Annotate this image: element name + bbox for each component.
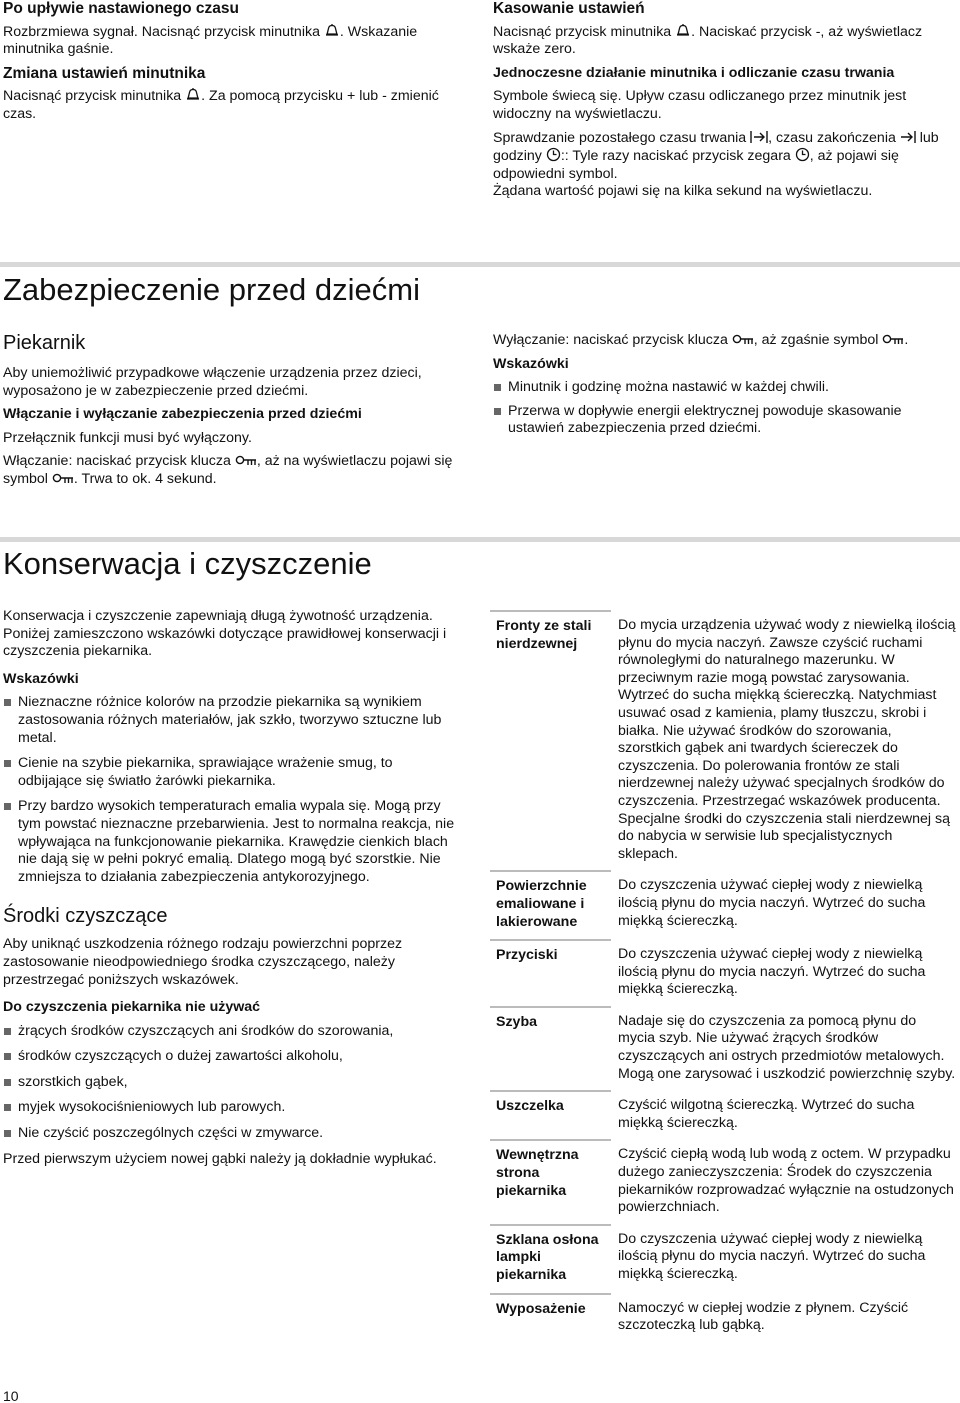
- table-desc: Czyścić wilgotną ściereczką. Wytrzeć do sucha miękką ściereczką.: [618, 1097, 915, 1131]
- table-row: [490, 940, 956, 1007]
- heading-cancel-settings: Kasowanie ustawień: [493, 0, 645, 17]
- key-icon: [52, 473, 74, 485]
- end-time-icon: [900, 130, 916, 144]
- paragraph-cancel-settings: Nacisnąć przycisk minutnika . Naciskać przycisk -, aż wyświetlacz wskaże zero.: [493, 23, 923, 58]
- paragraph-sponge: Przed pierwszym użyciem nowej gąbki należy ją dokładnie wypłukać.: [3, 1150, 437, 1167]
- table-desc: Do mycia urządzenia używać wody z niewielką ilością płynu do mycia naczyń. Zawsze czyścić ruchami równoległymi do naturalnego mazerunku. W przeciwnym razie mogą powstać zarysowania. Wytrzeć do sucha miękką ściereczką. Natychmiast usuwać osad z kamienia, plamy tłuszczu, skrobi i białka. Nie używać środków do szorowania, szorstkich gąbek ani twardych ściereczek do czyszczenia. Do polerowania frontów ze stali nierdzewnej należy używać specjalnych środków do czyszczenia. Przestrzegać wskazówek producenta. Specjalne środki do czyszczenia stali nierdzewnej są do nabycia w serwisie lub specjalistycznych sklepach.: [618, 617, 956, 862]
- table-term: Szklana osłona lampki piekarnika: [490, 1225, 611, 1294]
- paragraph-cleaning-agents: Aby uniknąć uszkodzenia różnego rodzaju powierzchni poprzez zastosowanie nieodpowiedniego środka czyszczącego, należy przestrzegać poniższych wskazówek.: [3, 936, 403, 988]
- paragraph-change-timer: Nacisnąć przycisk minutnika . Za pomocą przycisku + lub - zmienić czas.: [3, 88, 439, 122]
- cleaning-agents-subtitle: Środki czyszczące: [3, 905, 168, 928]
- child-lock-title: Zabezpieczenie przed dziećmi: [3, 272, 420, 307]
- table-term: Fronty ze stali nierdzewnej: [490, 611, 611, 871]
- table-row: [490, 871, 956, 940]
- list-item: szorstkich gąbek,: [3, 1074, 458, 1092]
- paragraph-symbols: Symbole świecą się. Upływ czasu odliczanego przez minutnik jest widoczny na wyświetlaczu.: [493, 88, 907, 122]
- paragraph-lock-off: Wyłączanie: naciskać przycisk klucza , aż zgaśnie symbol .: [493, 332, 909, 348]
- heading-child-lock-tips: Wskazówki: [493, 355, 569, 372]
- table-term: Wyposażenie: [490, 1294, 611, 1343]
- table-row: [490, 1091, 956, 1140]
- key-icon: [882, 334, 904, 346]
- bell-icon: [675, 23, 691, 38]
- child-lock-right-column: [493, 332, 953, 444]
- care-title: Konserwacja i czyszczenie: [3, 546, 372, 581]
- paragraph-check-time: Sprawdzanie pozostałego czasu trwania , czasu zakończenia lub godziny :: Tyle razy naciskać przycisk zegara , aż pojawi się odpowiedni symbol.: [493, 129, 939, 182]
- oven-subtitle: Piekarnik: [3, 332, 86, 354]
- heading-lock-on-off: Włączanie i wyłączanie zabezpieczenia przed dziećmi: [3, 406, 362, 423]
- list-item: myjek wysokociśnieniowych lub parowych.: [3, 1099, 458, 1117]
- table-desc: Do czyszczenia używać ciepłej wody z niewielką ilością płynu do mycia naczyń. Wytrzeć do sucha miękką ściereczką.: [618, 1230, 926, 1282]
- care-left-column: [3, 608, 458, 1174]
- list-item: Nieznaczne różnice kolorów na przodzie piekarnika są wynikiem zastosowania różnych materiałów, jak szkło, tworzywo sztuczne lub metal.: [3, 694, 458, 747]
- list-item: środków czyszczących o dużej zawartości alkoholu,: [3, 1048, 458, 1066]
- clock-icon: [795, 147, 810, 162]
- table-term: Uszczelka: [490, 1091, 611, 1140]
- table-desc: Do czyszczenia używać ciepłej wody z niewielką ilością płynu do mycia naczyń. Wytrzeć do sucha miękką ściereczką.: [618, 877, 926, 929]
- timer-left-column: [3, 0, 458, 130]
- table-row: [490, 1294, 956, 1343]
- paragraph-after-time: Rozbrzmiewa sygnał. Nacisnąć przycisk minutnika . Wskazanie minutnika gaśnie.: [3, 23, 418, 58]
- child-lock-left-column: [3, 331, 458, 495]
- paragraph-switch-off: Przełącznik funkcji musi być wyłączony.: [3, 429, 252, 446]
- heading-care-tips: Wskazówki: [3, 670, 79, 687]
- table-desc: Czyścić ciepłą wodą lub wodą z octem. W przypadku dużego zanieczyszczenia: Środek do czyszczenia piekarników rozprowadzać wyłącznie na ostudzonych powierzchniach.: [618, 1146, 954, 1216]
- key-icon: [235, 455, 257, 467]
- table-term: Przyciski: [490, 940, 611, 1007]
- cleaning-table: [490, 610, 956, 1343]
- list-item: Przerwa w dopływie energii elektrycznej powoduje skasowanie ustawień zabezpieczenia przed dziećmi.: [493, 403, 953, 438]
- heading-do-not-use: Do czyszczenia piekarnika nie używać: [3, 999, 261, 1016]
- list-item: Przy bardzo wysokich temperaturach emalia wypala się. Mogą przy tym powstać nieznaczne przebarwienia. Jest to normalna reakcja, nie wpływająca na funkcjonowanie piekarnika. Krawędzie cienkich blach nie dają się w pełni pokryć emalią. Dlatego mogą być szorstkie. Nie zmniejsza to działania zabezpieczenia antykorozyjnego.: [3, 798, 458, 886]
- duration-icon: [750, 130, 768, 144]
- child-lock-tips-list: [493, 379, 953, 438]
- section-divider: [0, 262, 960, 267]
- paragraph-lock-on: Włączanie: naciskać przycisk klucza , aż na wyświetlaczu pojawi się symbol . Trwa to ok. 4 sekund.: [3, 453, 453, 487]
- page-number: 10: [3, 1388, 19, 1403]
- table-row: [490, 1007, 956, 1091]
- timer-right-column: [493, 0, 953, 207]
- heading-after-time: Po upływie nastawionego czasu: [3, 0, 239, 17]
- care-tips-list: [3, 694, 458, 886]
- list-item: Cienie na szybie piekarnika, sprawiające wrażenie smug, to odbijające się światło żarówki piekarnika.: [3, 755, 458, 790]
- table-desc: Nadaje się do czyszczenia za pomocą płynu do mycia szyb. Nie używać żrących środków czyszczących ani ostrych przedmiotów metalowych. Mogą one zarysować i uszkodzić powierzchnię szyby.: [618, 1012, 956, 1082]
- table-row: [490, 1225, 956, 1294]
- table-desc: Do czyszczenia używać ciepłej wody z niewielką ilością płynu do mycia naczyń. Wytrzeć do sucha miękką ściereczką.: [618, 946, 926, 998]
- bell-icon: [185, 87, 201, 102]
- heading-simultaneous: Jednoczesne działanie minutnika i odliczanie czasu trwania: [493, 64, 895, 81]
- paragraph-value-display: Żądana wartość pojawi się na kilka sekund na wyświetlaczu.: [493, 183, 873, 200]
- do-not-use-list: [3, 1023, 458, 1143]
- bell-icon: [324, 23, 340, 38]
- table-term: Powierzchnie emaliowane i lakierowane: [490, 871, 611, 940]
- list-item: żrących środków czyszczących ani środków do szorowania,: [3, 1023, 458, 1041]
- table-desc: Namoczyć w ciepłej wodzie z płynem. Czyścić szczoteczką lub gąbką.: [618, 1299, 909, 1334]
- list-item: Nie czyścić poszczególnych części w zmywarce.: [3, 1125, 458, 1143]
- table-row: [490, 1140, 956, 1224]
- table-term: Wewnętrzna strona piekarnika: [490, 1140, 611, 1224]
- heading-change-timer: Zmiana ustawień minutnika: [3, 64, 206, 82]
- section-divider: [0, 537, 960, 542]
- key-icon: [732, 334, 754, 346]
- list-item: Minutnik i godzinę można nastawić w każdej chwili.: [493, 379, 953, 397]
- clock-icon: [546, 147, 561, 162]
- table-row: [490, 611, 956, 871]
- paragraph-care-intro: Konserwacja i czyszczenie zapewniają długą żywotność urządzenia. Poniżej zamieszczono wskazówki dotyczące prawidłowej konserwacji i czyszczenia piekarnika.: [3, 608, 447, 660]
- table-term: Szyba: [490, 1007, 611, 1091]
- paragraph-child-lock-intro: Aby uniemożliwić przypadkowe włączenie urządzenia przez dzieci, wyposażono je w zabezpieczenie przed dziećmi.: [3, 365, 422, 399]
